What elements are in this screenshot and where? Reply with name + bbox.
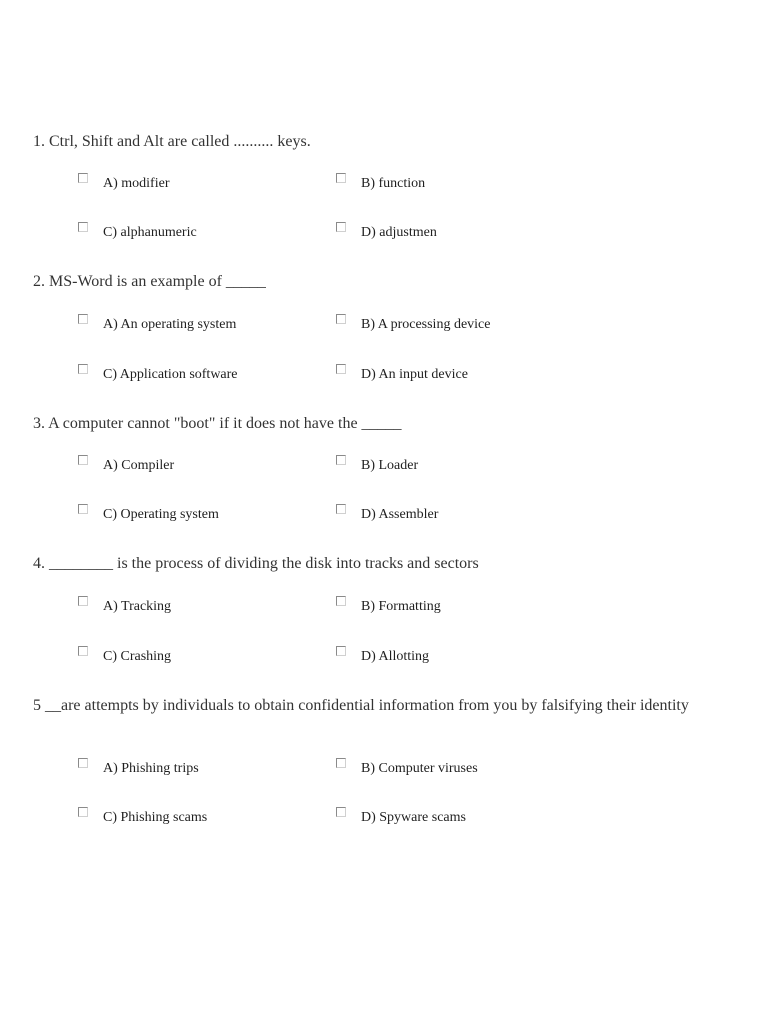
question-4 [33,554,713,574]
option-label: D) An input device [361,367,468,382]
option-label: D) Allotting [361,649,430,664]
option-label: C) Phishing scams [103,810,208,825]
checkbox[interactable] [78,596,88,606]
option-label: B) Loader [361,458,419,473]
question-1 [33,132,713,152]
option-label: D) adjustmen [361,225,437,240]
question-2-text: 2. MS-Word is an example of _____ [33,273,266,290]
question-3 [33,414,713,434]
checkbox[interactable] [78,807,88,817]
question-3-text: 3. A computer cannot "boot" if it does not have the _____ [33,415,402,432]
question-2 [33,272,713,292]
checkbox[interactable] [336,504,346,514]
checkbox[interactable] [336,222,346,232]
question-5-text: 5 __are attempts by individuals to obtain confidential information from you by falsifying their identity [33,697,689,714]
checkbox[interactable] [336,758,346,768]
option-label: D) Spyware scams [361,810,466,825]
option-label: B) A processing device [361,317,491,332]
checkbox[interactable] [78,364,88,374]
checkbox[interactable] [78,455,88,465]
option-label: A) modifier [103,176,170,191]
option-label: A) An operating system [103,317,237,332]
question-4-text: 4. ________ is the process of dividing the disk into tracks and sectors [33,555,479,572]
option-label: B) Computer viruses [361,761,478,776]
checkbox[interactable] [336,364,346,374]
checkbox[interactable] [336,596,346,606]
option-label: C) Operating system [103,507,219,522]
question-1-text: 1. Ctrl, Shift and Alt are called .......... keys. [33,133,311,150]
checkbox[interactable] [336,173,346,183]
checkbox[interactable] [78,646,88,656]
checkbox[interactable] [78,758,88,768]
checkbox[interactable] [78,314,88,324]
option-label: A) Phishing trips [103,761,199,776]
checkbox[interactable] [78,504,88,514]
option-label: C) Crashing [103,649,172,664]
option-label: C) alphanumeric [103,225,197,240]
checkbox[interactable] [336,807,346,817]
question-5 [33,696,713,716]
checkbox[interactable] [336,646,346,656]
checkbox[interactable] [336,314,346,324]
option-label: B) function [361,176,426,191]
checkbox[interactable] [336,455,346,465]
option-label: B) Formatting [361,599,441,614]
option-label: A) Compiler [103,458,175,473]
option-label: A) Tracking [103,599,172,614]
option-label: D) Assembler [361,507,439,522]
option-label: C) Application software [103,367,238,382]
checkbox[interactable] [78,173,88,183]
checkbox[interactable] [78,222,88,232]
